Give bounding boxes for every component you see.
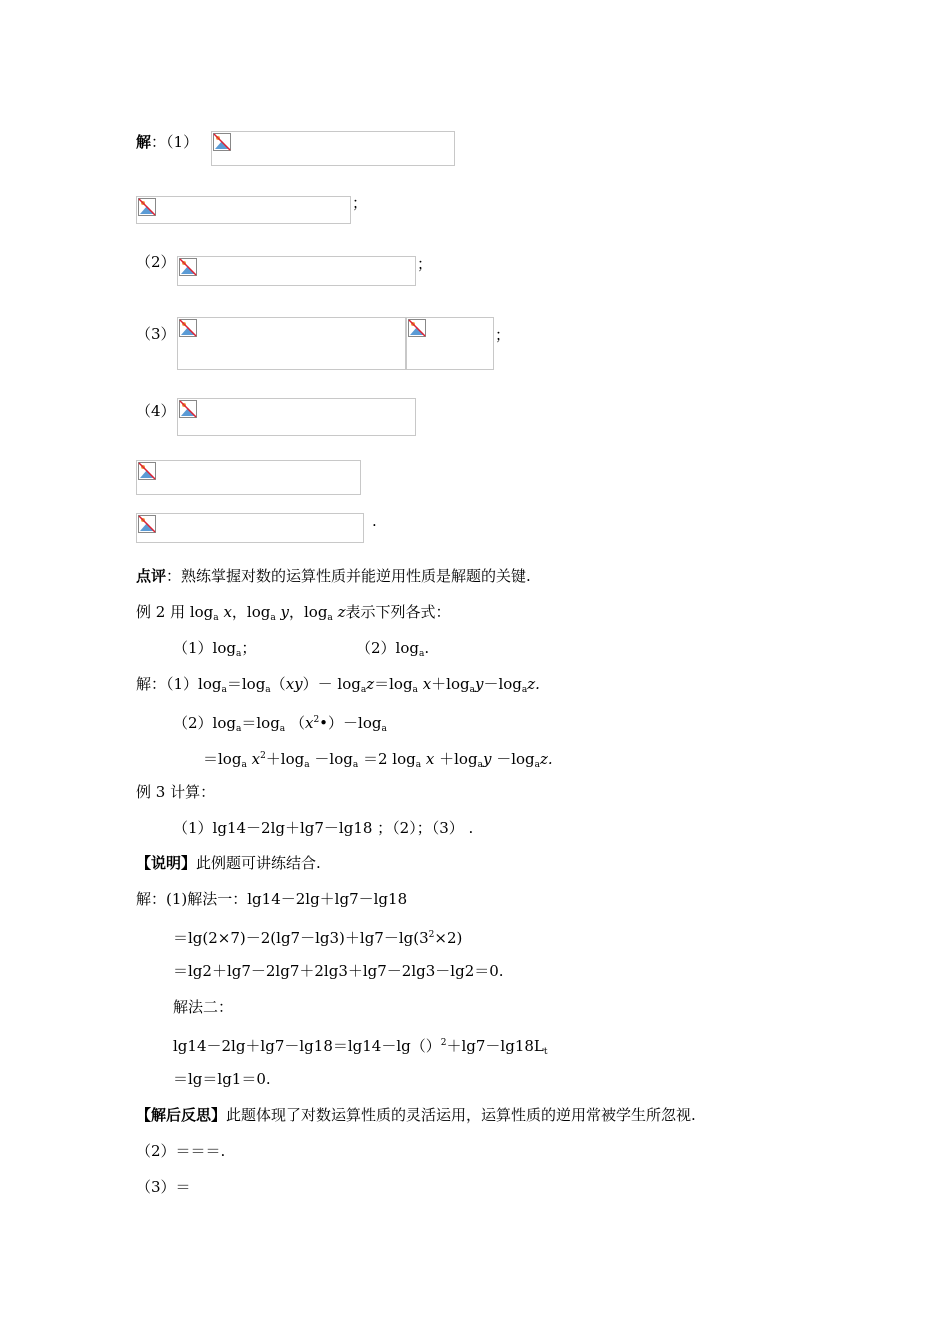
sub-a: a (360, 685, 367, 695)
sub-a: a (270, 613, 276, 623)
sub-a: a (327, 613, 333, 623)
note-label: 【说明】 (136, 854, 197, 872)
t: •）－log (319, 714, 382, 732)
q2-text: （2）log (356, 639, 419, 657)
ex2-title-text: 例 2 用 log (136, 603, 214, 621)
ex3-solution-line-6: ＝lg＝lg1＝0. (173, 1070, 271, 1088)
t: ＝log (203, 750, 242, 768)
ex3-solution-line-5 (173, 1033, 548, 1062)
t: 解：（1）log (136, 675, 222, 693)
ex2-solution-line-2 (173, 710, 387, 739)
ex2-solution-line-3 (203, 746, 553, 775)
var-z: z (366, 675, 375, 693)
reflection-line (136, 1105, 696, 1125)
solution-label: 解 (136, 133, 152, 151)
sub-a: a (381, 724, 387, 734)
example-2-title (136, 602, 451, 628)
t: ＋log (431, 675, 470, 693)
item-4-label: （4） (136, 402, 176, 420)
ex3-solution-line-2 (173, 925, 462, 948)
t: L (533, 1037, 544, 1055)
t: －log (314, 750, 353, 768)
sup-2: 2 (260, 751, 266, 761)
note-line (136, 853, 321, 873)
var-z: z. (527, 675, 540, 693)
t: （2）log (173, 714, 236, 732)
t: ＝log (374, 675, 413, 693)
sub-a: a (521, 685, 528, 695)
t: ×2) (434, 929, 463, 947)
formula-image-5 (406, 317, 494, 370)
formula-image-3 (177, 256, 416, 286)
sub-a: a (418, 649, 425, 659)
formula-image-6 (177, 398, 416, 436)
var-x: x (223, 603, 232, 621)
q1-end: ； (241, 639, 257, 657)
sub-a: a (235, 724, 242, 734)
sep: ，log (231, 603, 271, 621)
var-xy: xy (285, 675, 303, 693)
example-3-title: 例 3 计算： (136, 783, 216, 801)
t: （ (270, 675, 286, 693)
var-x: x (422, 675, 432, 693)
broken-image-icon (179, 319, 197, 337)
t: －log (483, 675, 522, 693)
t: ）－ log (302, 675, 361, 693)
t: ＝log (241, 714, 280, 732)
ex2-tail: 表示下列各式： (345, 603, 451, 621)
reflection-label: 【解后反思】 (136, 1106, 227, 1124)
var-z: z. (540, 750, 553, 768)
t: ＋log (434, 750, 478, 768)
broken-image-icon (179, 400, 197, 418)
formula-image-1 (211, 131, 455, 166)
example-2-question-1 (173, 638, 256, 664)
sup-2: 2 (428, 930, 435, 940)
t: －log (491, 750, 535, 768)
tail-line-2: （2）＝＝＝. (136, 1142, 226, 1160)
item-3-label: （3） (136, 325, 176, 343)
var-x: x (251, 750, 261, 768)
tail-line-3: （3）＝ (136, 1178, 191, 1196)
semicolon-3: ； (495, 326, 511, 344)
reflection-text: 此题体现了对数运算性质的灵活运用，运算性质的逆用常被学生所忽视. (226, 1106, 696, 1124)
ex2-solution-line-1 (136, 674, 540, 700)
semicolon-2: ； (417, 255, 433, 273)
ex3-solution-line-1: 解：(1)解法一：lg14－2lg＋lg7－lg18 (136, 890, 408, 908)
var-y: y (280, 603, 289, 621)
ex3-solution-line-3: ＝lg2＋lg7－2lg7＋2lg3＋lg7－2lg3－lg2＝0. (173, 962, 504, 980)
period-1: . (372, 512, 377, 530)
comment-line (136, 566, 531, 586)
item-2-label: （2） (136, 253, 176, 271)
sub-a: a (352, 760, 359, 770)
item-1-label: （1） (166, 133, 199, 151)
formula-image-2 (136, 196, 351, 224)
sub-a: a (415, 760, 422, 770)
q2-end: . (424, 639, 430, 657)
var-x: x (304, 714, 314, 732)
sub-a: a (241, 760, 247, 770)
var-x: x (425, 750, 435, 768)
ex3-solution-method-2: 解法二： (173, 998, 234, 1016)
broken-image-icon (213, 133, 231, 151)
example-2-question-2 (356, 638, 429, 664)
var-z: z (337, 603, 346, 621)
sub-a: a (279, 724, 286, 734)
broken-image-icon (408, 319, 426, 337)
broken-image-icon (138, 462, 156, 480)
comment-text: ：熟练掌握对数的运算性质并能逆用性质是解题的关键. (166, 567, 531, 585)
solution-heading (136, 132, 198, 152)
t: ＝lg(2×7)－2(lg7－lg3)＋lg7－lg(3 (173, 929, 429, 947)
formula-image-7 (136, 460, 361, 495)
sub-a: a (221, 685, 227, 695)
t: ＋lg7－lg18 (446, 1037, 534, 1055)
sub-a: a (235, 649, 242, 659)
formula-image-4 (177, 317, 406, 370)
broken-image-icon (138, 198, 156, 216)
sup-2: 2 (313, 715, 320, 725)
sub-a: a (477, 760, 483, 770)
example-3-questions: （1）lg14－2lg＋lg7－lg18 ；（2）；（3） . (173, 819, 474, 837)
sub-a: a (534, 760, 540, 770)
q1-text: （1）log (173, 639, 236, 657)
var-y: y (482, 750, 492, 768)
formula-image-8 (136, 513, 364, 543)
sep: ，log (288, 603, 328, 621)
t: ＝2 log (362, 750, 416, 768)
comment-label: 点评 (136, 567, 167, 585)
sub-a: a (265, 685, 271, 695)
sup-2: 2 (440, 1038, 447, 1048)
t: ＝log (226, 675, 266, 693)
solution-colon: ： (151, 133, 167, 151)
note-text: 此例题可讲练结合. (196, 854, 321, 872)
sub-a: a (304, 760, 310, 770)
t: （ (289, 714, 305, 732)
broken-image-icon (179, 258, 197, 276)
semicolon-1: ； (352, 194, 368, 212)
var-y: y (474, 675, 484, 693)
sub-a: a (412, 685, 418, 695)
t: ＋log (265, 750, 305, 768)
sub-a: a (213, 613, 219, 623)
sub-a: a (469, 685, 475, 695)
sub-t: t (543, 1047, 548, 1057)
broken-image-icon (138, 515, 156, 533)
t: lg14－2lg＋lg7－lg18＝lg14－lg（） (173, 1037, 441, 1055)
